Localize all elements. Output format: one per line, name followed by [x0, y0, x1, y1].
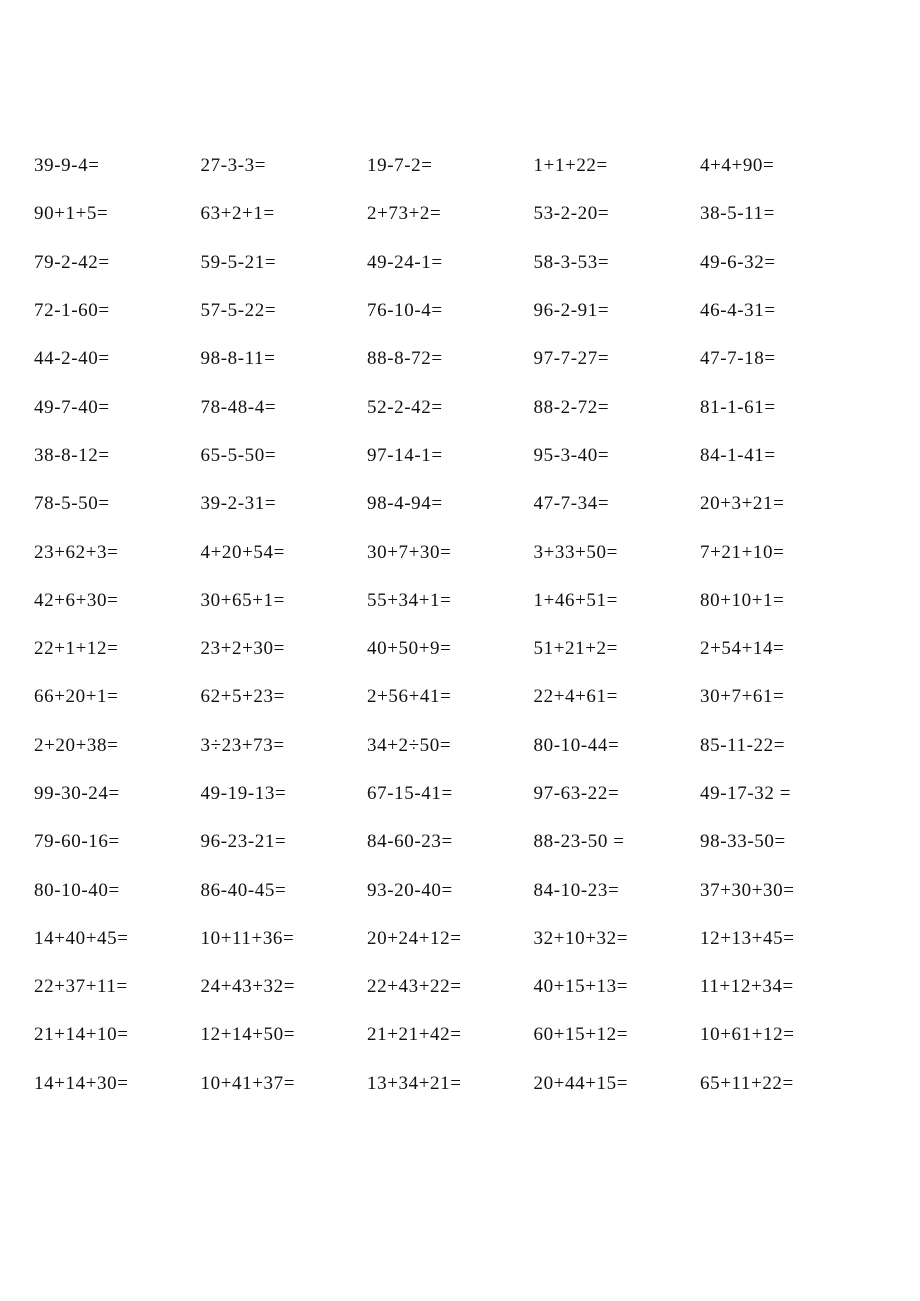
problem: 32+10+32= — [533, 927, 629, 949]
problem-row — [34, 1060, 894, 1108]
arithmetic-worksheet — [34, 142, 894, 1108]
problem: 63+2+1= — [200, 203, 275, 225]
problem: 11+12+34= — [700, 976, 794, 998]
problem-row — [34, 432, 894, 480]
problem-row — [34, 480, 894, 528]
problem: 7+21+10= — [700, 541, 785, 563]
problem: 79-60-16= — [34, 831, 120, 853]
problem: 85-11-22= — [700, 734, 786, 756]
problem: 22+37+11= — [34, 976, 128, 998]
problem: 30+65+1= — [200, 589, 285, 611]
problem: 96-2-91= — [533, 300, 610, 322]
problem-row — [34, 625, 894, 673]
problem: 1+1+22= — [533, 155, 608, 177]
problem: 66+20+1= — [34, 686, 119, 708]
problem: 96-23-21= — [200, 831, 287, 853]
problem: 22+1+12= — [34, 638, 119, 660]
problem: 49-7-40= — [34, 396, 110, 418]
problem: 39-2-31= — [200, 493, 277, 515]
problem: 13+34+21= — [367, 1072, 462, 1094]
problem: 27-3-3= — [200, 155, 267, 177]
problem: 55+34+1= — [367, 589, 452, 611]
problem: 49-6-32= — [700, 251, 776, 273]
problem: 40+50+9= — [367, 638, 452, 660]
problem: 49-24-1= — [367, 251, 443, 273]
problem: 38-5-11= — [700, 203, 775, 225]
problem: 80-10-44= — [533, 734, 620, 756]
problem: 42+6+30= — [34, 589, 119, 611]
problem-row — [34, 673, 894, 721]
problem: 24+43+32= — [200, 976, 296, 998]
problem: 99-30-24= — [34, 783, 120, 804]
problem: 44-2-40= — [34, 348, 110, 370]
problem: 23+62+3= — [34, 541, 119, 563]
problem: 30+7+61= — [700, 686, 785, 708]
problem: 67-15-41= — [367, 783, 453, 804]
problem: 39-9-4= — [34, 155, 100, 177]
problem: 84-10-23= — [533, 879, 620, 901]
problem: 86-40-45= — [200, 879, 287, 901]
problem: 84-60-23= — [367, 831, 453, 853]
problem: 65-5-50= — [200, 444, 277, 466]
problem: 98-8-11= — [200, 348, 276, 370]
problem: 93-20-40= — [367, 879, 453, 901]
problem: 46-4-31= — [700, 300, 776, 322]
problem: 88-2-72= — [533, 396, 610, 418]
problem: 51+21+2= — [533, 638, 618, 660]
problem: 65+11+22= — [700, 1072, 794, 1094]
problem: 2+56+41= — [367, 686, 452, 708]
problem: 21+14+10= — [34, 1024, 129, 1046]
problem: 81-1-61= — [700, 396, 776, 418]
problem: 20+3+21= — [700, 493, 785, 515]
problem: 59-5-21= — [200, 251, 277, 273]
problem-row — [34, 335, 894, 383]
problem: 97-7-27= — [533, 348, 610, 370]
problem: 22+4+61= — [533, 686, 618, 708]
problem: 20+24+12= — [367, 927, 462, 949]
problem: 80-10-40= — [34, 879, 120, 901]
problem: 20+44+15= — [533, 1072, 629, 1094]
problem-row — [34, 963, 894, 1011]
problem-row — [34, 770, 894, 818]
problem: 62+5+23= — [200, 686, 285, 708]
problem: 47-7-34= — [533, 493, 610, 515]
problem: 30+7+30= — [367, 541, 452, 563]
problem: 10+41+37= — [200, 1072, 296, 1094]
problem-row — [34, 383, 894, 431]
problem: 19-7-2= — [367, 155, 433, 177]
problem: 3+33+50= — [533, 541, 618, 563]
problem: 1+46+51= — [533, 589, 618, 611]
problem: 79-2-42= — [34, 251, 110, 273]
problem: 76-10-4= — [367, 300, 443, 322]
problem-row — [34, 142, 894, 190]
problem: 34+2÷50= — [367, 734, 452, 756]
problem: 78-48-4= — [200, 396, 277, 418]
problem: 2+20+38= — [34, 734, 119, 756]
problem: 12+13+45= — [700, 927, 795, 949]
problem: 4+4+90= — [700, 155, 775, 177]
problem: 52-2-42= — [367, 396, 443, 418]
problem: 97-14-1= — [367, 444, 443, 466]
problem-row — [34, 287, 894, 335]
problem-row — [34, 818, 894, 866]
problem: 53-2-20= — [533, 203, 610, 225]
problem: 72-1-60= — [34, 300, 110, 322]
problem-row — [34, 190, 894, 238]
problem: 57-5-22= — [200, 300, 277, 322]
problem: 3÷23+73= — [200, 734, 285, 756]
problem-row — [34, 866, 894, 914]
problem: 49-17-32 = — [700, 783, 792, 804]
problem: 23+2+30= — [200, 638, 285, 660]
problem: 37+30+30= — [700, 879, 795, 901]
problem: 60+15+12= — [533, 1024, 629, 1046]
problem: 22+43+22= — [367, 976, 462, 998]
problem-row — [34, 577, 894, 625]
problem: 97-63-22= — [533, 783, 620, 804]
problem: 14+40+45= — [34, 927, 129, 949]
problem: 12+14+50= — [200, 1024, 296, 1046]
problem: 58-3-53= — [533, 251, 610, 273]
problem: 10+11+36= — [200, 927, 295, 949]
problem-row — [34, 1011, 894, 1059]
problem: 78-5-50= — [34, 493, 110, 515]
problem-row — [34, 239, 894, 287]
problem: 98-4-94= — [367, 493, 443, 515]
problem: 47-7-18= — [700, 348, 776, 370]
problem: 80+10+1= — [700, 589, 785, 611]
problem: 84-1-41= — [700, 444, 776, 466]
problem: 40+15+13= — [533, 976, 629, 998]
problem: 21+21+42= — [367, 1024, 462, 1046]
problem: 10+61+12= — [700, 1024, 795, 1046]
problem: 90+1+5= — [34, 203, 109, 225]
problem: 49-19-13= — [200, 783, 287, 804]
problem-row — [34, 528, 894, 576]
problem: 38-8-12= — [34, 444, 110, 466]
problem: 95-3-40= — [533, 444, 610, 466]
problem-row — [34, 722, 894, 770]
problem: 98-33-50= — [700, 831, 786, 853]
problem: 88-8-72= — [367, 348, 443, 370]
problem: 4+20+54= — [200, 541, 285, 563]
problem: 14+14+30= — [34, 1072, 129, 1094]
problem: 2+73+2= — [367, 203, 442, 225]
problem-row — [34, 915, 894, 963]
problem: 2+54+14= — [700, 638, 785, 660]
problem: 88-23-50 = — [533, 831, 625, 853]
